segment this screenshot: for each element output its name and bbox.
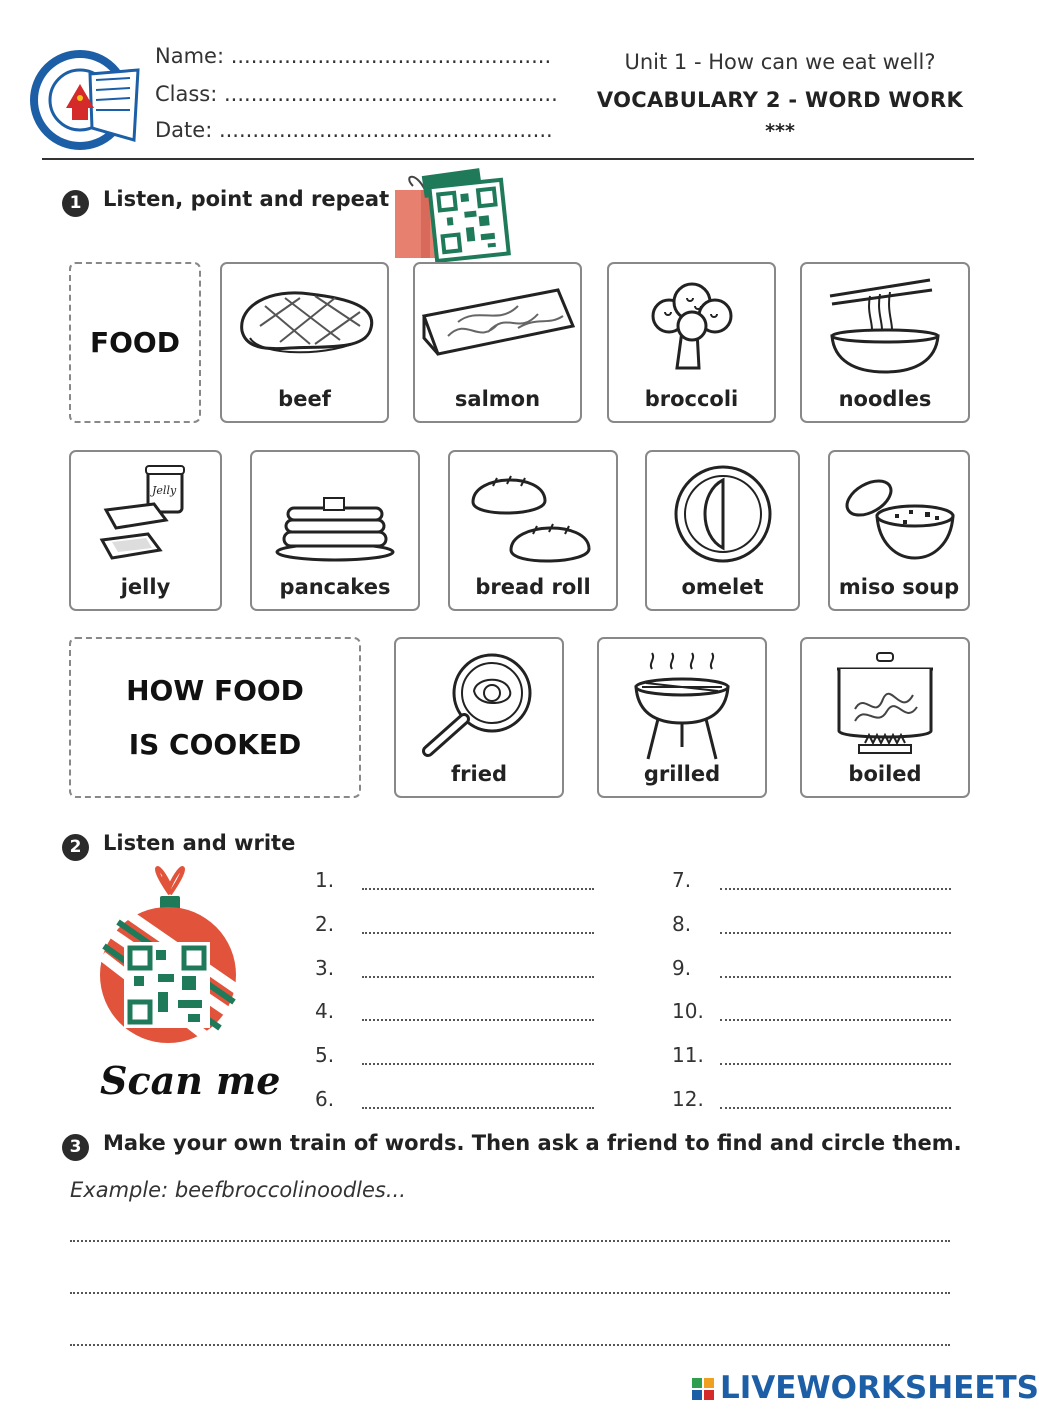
card-label: grilled	[643, 762, 721, 786]
answer-line-4[interactable]	[362, 1019, 594, 1021]
section-3-title: Make your own train of words. Then ask a friend to find and circle them.	[103, 1131, 962, 1155]
example-text: Example: beefbroccolinoodles...	[70, 1178, 406, 1202]
card-label: omelet	[681, 575, 764, 599]
card-label: boiled	[848, 762, 922, 786]
noodles-bowl-icon	[820, 276, 950, 376]
answer-number: 2.	[315, 912, 335, 936]
answer-number: 10.	[672, 999, 704, 1023]
answer-number: 4.	[315, 999, 335, 1023]
salmon-fillet-icon	[418, 276, 578, 371]
answer-number: 5.	[315, 1043, 335, 1067]
answer-line-6[interactable]	[362, 1107, 594, 1109]
card-grilled[interactable]	[597, 637, 767, 798]
school-logo	[30, 50, 140, 150]
card-pancakes[interactable]	[250, 450, 420, 611]
gift-qr-code-icon[interactable]	[385, 162, 510, 260]
broccoli-icon	[637, 276, 747, 376]
answer-number: 9.	[672, 956, 692, 980]
answer-number: 8.	[672, 912, 692, 936]
card-label: noodles	[838, 387, 932, 411]
card-boiled[interactable]	[800, 637, 970, 798]
jelly-toast-icon	[96, 464, 196, 569]
name-field[interactable]: Name: ................................................	[155, 44, 552, 68]
word-train-line-3[interactable]	[70, 1344, 950, 1346]
card-omelet[interactable]	[645, 450, 800, 611]
worksheet-title: VOCABULARY 2 - WORD WORK	[596, 88, 964, 112]
answer-number: 6.	[315, 1087, 335, 1111]
answer-line-5[interactable]	[362, 1063, 594, 1065]
card-jelly[interactable]	[69, 450, 222, 611]
answer-line-11[interactable]	[720, 1063, 951, 1065]
section-2-number: 2	[62, 834, 89, 861]
svg-text:Jelly: Jelly	[151, 484, 176, 497]
card-miso-soup[interactable]	[828, 450, 970, 611]
card-beef[interactable]	[220, 262, 389, 423]
card-label: salmon	[454, 387, 541, 411]
boiling-pot-icon	[825, 651, 945, 759]
ornament-qr-code-icon[interactable]	[88, 862, 248, 1047]
answer-line-2[interactable]	[362, 932, 594, 934]
category-how-food-is-cooked-card	[69, 637, 361, 798]
header-divider	[42, 158, 974, 160]
card-broccoli[interactable]	[607, 262, 776, 423]
word-train-line-1[interactable]	[70, 1240, 950, 1242]
word-train-line-2[interactable]	[70, 1292, 950, 1294]
liveworksheets-brand: LIVEWORKSHEETS	[720, 1370, 1039, 1406]
category-food-label: FOOD	[90, 326, 180, 359]
category-food-card	[69, 262, 201, 423]
section-1-title: Listen, point and repeat	[103, 187, 390, 211]
card-bread-roll[interactable]	[448, 450, 618, 611]
answer-number: 12.	[672, 1087, 704, 1111]
class-field[interactable]: Class: ..................................................	[155, 82, 558, 106]
answer-number: 11.	[672, 1043, 704, 1067]
answer-line-3[interactable]	[362, 976, 594, 978]
section-2-title: Listen and write	[103, 831, 296, 855]
answer-number: 7.	[672, 868, 692, 892]
unit-title: Unit 1 - How can we eat well?	[624, 50, 936, 74]
answer-line-1[interactable]	[362, 888, 594, 890]
liveworksheets-logo-icon	[692, 1378, 716, 1402]
bread-roll-icon	[463, 464, 603, 569]
card-label: fried	[451, 762, 507, 786]
card-label: beef	[278, 387, 331, 411]
answer-line-12[interactable]	[720, 1107, 951, 1109]
category-cooked-label-line1: HOW FOOD	[126, 673, 304, 707]
card-label: bread roll	[475, 575, 591, 599]
answer-number: 1.	[315, 868, 335, 892]
card-salmon[interactable]	[413, 262, 582, 423]
category-cooked-label-line2: IS COOKED	[128, 727, 302, 761]
answer-line-9[interactable]	[720, 976, 951, 978]
frying-pan-icon	[414, 651, 544, 761]
card-label: broccoli	[644, 387, 739, 411]
card-fried[interactable]	[394, 637, 564, 798]
answer-number: 3.	[315, 956, 335, 980]
card-label: jelly	[120, 575, 171, 599]
omelet-plate-icon	[673, 464, 773, 564]
miso-soup-bowl-icon	[839, 464, 959, 564]
answer-line-7[interactable]	[720, 888, 951, 890]
date-field[interactable]: Date: ..................................................	[155, 118, 553, 142]
answer-line-10[interactable]	[720, 1019, 951, 1021]
grill-icon	[622, 651, 742, 761]
section-3-number: 3	[62, 1134, 89, 1161]
pancakes-stack-icon	[270, 464, 400, 564]
beef-steak-icon	[230, 276, 380, 371]
card-label: miso soup	[838, 575, 960, 599]
answer-line-8[interactable]	[720, 932, 951, 934]
scan-me-text: Scan me	[100, 1058, 281, 1103]
title-stars: ***	[765, 120, 795, 142]
card-label: pancakes	[279, 575, 391, 599]
section-1-number: 1	[62, 190, 89, 217]
card-noodles[interactable]	[800, 262, 970, 423]
